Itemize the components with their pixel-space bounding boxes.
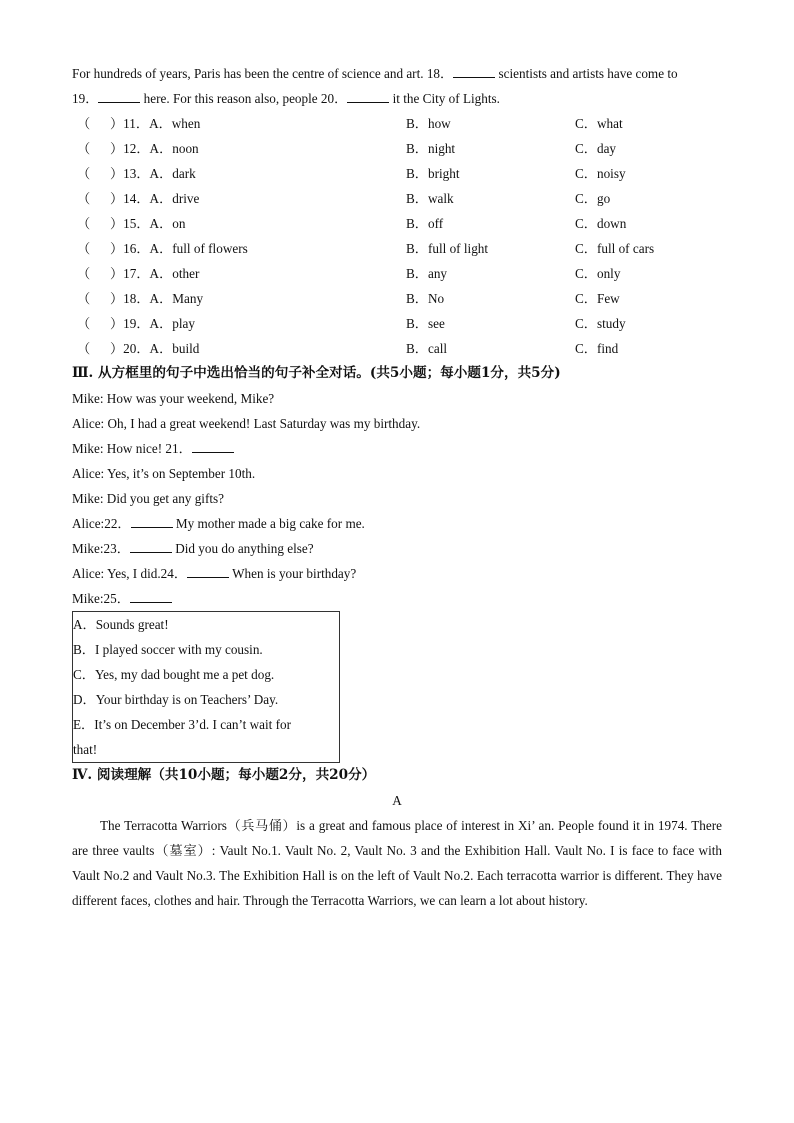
dialog-line <box>72 411 722 436</box>
question-option-a[interactable]: ）18．A．Many <box>110 291 204 306</box>
option-b[interactable]: B．full of light <box>406 241 489 256</box>
choice-row <box>72 111 722 136</box>
intro-line-1 <box>72 61 722 86</box>
dialog-line <box>72 561 722 586</box>
option-c[interactable]: C．only <box>575 266 621 281</box>
dialog-text: Mike: How was your weekend, Mike? <box>72 391 275 406</box>
option-b[interactable]: B．how <box>406 116 451 131</box>
exam-page <box>72 61 722 913</box>
answer-paren[interactable]: （ <box>77 141 91 156</box>
option-b[interactable]: B．walk <box>406 191 454 206</box>
choice-row <box>72 161 722 186</box>
dialog-text: Did you do anything else? <box>171 541 314 556</box>
dialog-text: Mike: Did you get any gifts? <box>72 491 224 506</box>
option-c[interactable]: C．full of cars <box>575 241 655 256</box>
answer-blank[interactable] <box>347 88 389 103</box>
answer-paren[interactable]: （ <box>77 241 91 256</box>
intro-text: scientists and artists have come to <box>495 66 678 81</box>
passage-label: A <box>392 793 402 808</box>
answer-paren[interactable]: （ <box>77 166 91 181</box>
option-c[interactable]: C．noisy <box>575 166 626 181</box>
option-b[interactable]: B．see <box>406 316 445 331</box>
question-option-a[interactable]: ）16．A．full of flowers <box>110 241 248 256</box>
option-c[interactable]: C．find <box>575 341 619 356</box>
choice-row <box>72 236 722 261</box>
option-b[interactable]: B．call <box>406 341 448 356</box>
choice-list <box>72 111 722 361</box>
option-b[interactable]: B．bright <box>406 166 460 181</box>
dialog-text: Alice: Yes, I did.24． <box>72 566 188 581</box>
option-item: A．Sounds great! <box>73 617 169 632</box>
choice-row <box>72 261 722 286</box>
option-b[interactable]: B．off <box>406 216 444 231</box>
options-box <box>72 611 340 763</box>
dialog-text: Mike: How nice! 21． <box>72 441 192 456</box>
option-item: C．Yes, my dad bought me a pet dog. <box>73 667 275 682</box>
dialog-text: Mike:25． <box>72 591 130 606</box>
option-b[interactable]: B．No <box>406 291 445 306</box>
answer-blank[interactable] <box>130 538 172 553</box>
choice-row <box>72 311 722 336</box>
answer-paren[interactable]: （ <box>77 116 91 131</box>
option-c[interactable]: C．down <box>575 216 627 231</box>
answer-blank[interactable] <box>98 88 140 103</box>
dialog-line <box>72 536 722 561</box>
intro-text: it the City of Lights. <box>389 91 500 106</box>
choice-row <box>72 336 722 361</box>
question-option-a[interactable]: ）13．A．dark <box>110 166 196 181</box>
dialog-text: Mike:23． <box>72 541 130 556</box>
option-item: E．It’s on December 3’d. I can’t wait for that! <box>73 717 292 757</box>
choice-row <box>72 211 722 236</box>
question-option-a[interactable]: ）19．A．play <box>110 316 195 331</box>
question-option-a[interactable]: ）20．A．build <box>110 341 200 356</box>
option-b[interactable]: B．any <box>406 266 448 281</box>
answer-paren[interactable]: （ <box>77 316 91 331</box>
question-option-a[interactable]: ）14．A．drive <box>110 191 200 206</box>
question-option-a[interactable]: ）15．A．on <box>110 216 186 231</box>
dialog-line <box>72 461 722 486</box>
answer-blank[interactable] <box>453 63 495 78</box>
choice-row <box>72 286 722 311</box>
answer-blank[interactable] <box>187 563 229 578</box>
answer-paren[interactable]: （ <box>77 191 91 206</box>
dialog-text: When is your birthday? <box>229 566 357 581</box>
option-c[interactable]: C．study <box>575 316 626 331</box>
dialog-text: Alice: Yes, it’s on September 10th. <box>72 466 256 481</box>
dialog <box>72 386 722 611</box>
dialog-line <box>72 386 722 411</box>
dialog-text: My mother made a big cake for me. <box>172 516 365 531</box>
answer-paren[interactable]: （ <box>77 216 91 231</box>
option-c[interactable]: C．day <box>575 141 617 156</box>
option-b[interactable]: B．night <box>406 141 456 156</box>
section-3-heading: Ⅲ. 从方框里的句子中选出恰当的句子补全对话。(共5小题；每小题1分，共5分) <box>72 365 561 381</box>
option-c[interactable]: C．what <box>575 116 623 131</box>
dialog-line <box>72 586 722 611</box>
section-4-heading: Ⅳ. 阅读理解（共10小题；每小题2分，共20分） <box>72 767 376 783</box>
passage-paragraph: The Terracotta Warriors（兵马俑）is a great and famous place of interest in Xi’ an. People found it in 1974. There are three vaults（墓室）: Vault No.1. Vault No. 2, Vault No. 3 and the Exhibition Hall. Vault No. I is face to face with Vault No.2 and Vault No.3. The Exhibition Hall is on the left of Vault No.2. Each terracotta warrior is different. They have different faces, clothes and hair. Through the Terracotta Warriors, we can learn a lot about history. <box>72 818 722 908</box>
dialog-text: Alice:22． <box>72 516 131 531</box>
choice-row <box>72 186 722 211</box>
option-c[interactable]: C．Few <box>575 291 620 306</box>
answer-paren[interactable]: （ <box>77 266 91 281</box>
option-item: D．Your birthday is on Teachers’ Day. <box>73 692 279 707</box>
intro-text: here. For this reason also, people 20． <box>140 91 348 106</box>
intro-line-2 <box>72 86 722 111</box>
answer-paren[interactable]: （ <box>77 341 91 356</box>
option-c[interactable]: C．go <box>575 191 611 206</box>
answer-paren[interactable]: （ <box>77 291 91 306</box>
answer-blank[interactable] <box>192 438 234 453</box>
intro-text: For hundreds of years, Paris has been the centre of science and art. 18． <box>72 66 454 81</box>
option-item: B．I played soccer with my cousin. <box>73 642 263 657</box>
dialog-text: Alice: Oh, I had a great weekend! Last Saturday was my birthday. <box>72 416 421 431</box>
answer-blank[interactable] <box>130 588 172 603</box>
dialog-line <box>72 486 722 511</box>
dialog-line <box>72 511 722 536</box>
question-option-a[interactable]: ）12．A．noon <box>110 141 199 156</box>
question-option-a[interactable]: ）17．A．other <box>110 266 200 281</box>
choice-row <box>72 136 722 161</box>
intro-text: 19． <box>72 91 99 106</box>
question-option-a[interactable]: ）11．A．when <box>110 116 201 131</box>
dialog-line <box>72 436 722 461</box>
answer-blank[interactable] <box>131 513 173 528</box>
